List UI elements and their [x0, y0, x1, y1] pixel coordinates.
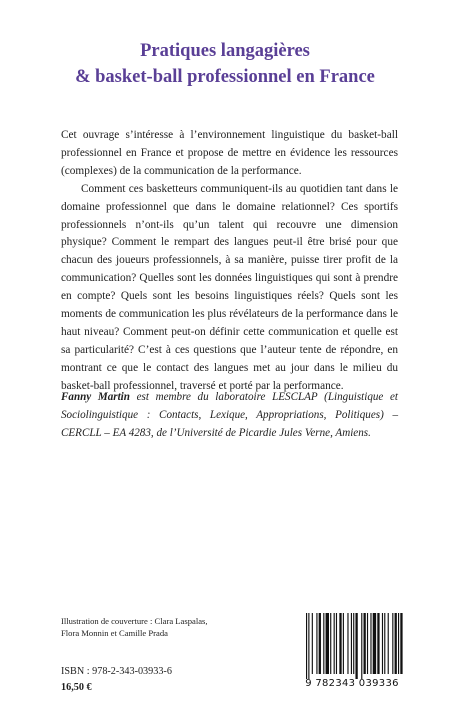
author-bio — [61, 389, 398, 443]
cover-credits-line-1: Illustration de couverture : Clara Laspalas, — [61, 616, 208, 626]
cover-credits-line-2: Flora Monnin et Camille Prada — [61, 628, 168, 638]
book-description — [61, 127, 398, 396]
book-title-line-1: Pratiques langagières — [140, 41, 310, 61]
author-name: Fanny Martin — [61, 391, 130, 403]
description-paragraph-2: Comment ces basketteurs communiquent-ils au quotidien tant dans le domaine professionnel que dans le domaine relationnel? Ces sportifs professionnels n’ont-ils qu’un talent qui recouvre une dimension physique? Comment le rempart des langues peut-il être brisé pour que chacun des joueurs professionnels, à sa manière, puisse tirer profit de la communication? Quelles sont les données linguistiques qui sont à prendre en compte? Quels sont les besoins linguistiques réels? Quels sont les moments de communication les plus révélateurs de la performance dans le haut niveau? Comment peut-on définir cette communication et quelle est sa particularité? C’est à ces questions que l’auteur tente de répondre, en montrant ce que le contact des langues met au jour dans le milieu du basket-ball professionnel, traversé et porté par la performance. — [61, 182, 398, 392]
barcode — [290, 609, 414, 694]
book-title-line-2: & basket-ball professionnel en France — [75, 67, 375, 87]
cover-credits — [61, 615, 241, 639]
book-title — [0, 38, 450, 90]
price-text: 16,50 € — [61, 682, 92, 693]
isbn-text: ISBN : 978-2-343-03933-6 — [61, 666, 172, 677]
barcode-number: 9 782343 039336 — [305, 678, 399, 689]
author-bio-text: est membre du laboratoire LESCLAP (Linguistique et Sociolinguistique : Contacts, Lexique, Appropriations, Politiques) –CERCLL – EA 4283, de l’Université de Picardie Jules Verne, Amiens. — [61, 391, 399, 439]
description-paragraph-1: Cet ouvrage s’intéresse à l’environnement linguistique du basket-ball professionnel en France et propose de mettre en évidence les ressources (complexes) de la communication de la performance. — [61, 129, 398, 177]
barcode-bars — [304, 613, 404, 679]
